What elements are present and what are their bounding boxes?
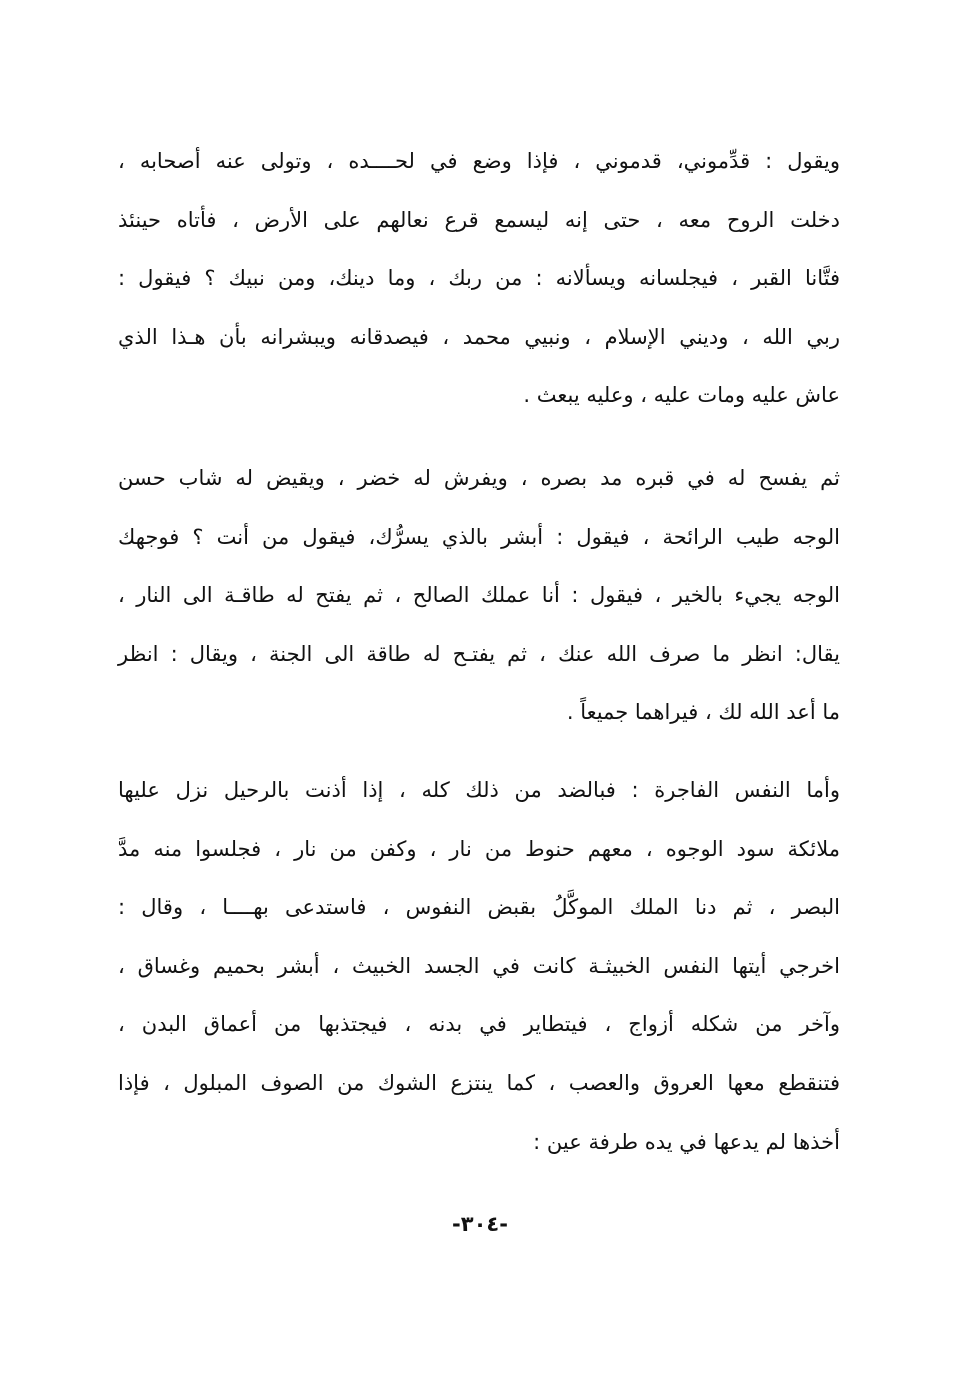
- text-line: يقال: انظر ما صرف الله عنك ، ثم يفتـح له طاقة الى الجنة ، ويقال : انظر: [118, 641, 840, 666]
- text-line: اخرجي أيتها النفس الخبيثـة كانت في الجسد الخبيث ، أبشر بحميم وغساق ،: [118, 953, 840, 978]
- text-line: وآخر من شكله أزواج ، فيتطاير في بدنه ، فيجتذبها من أعماق البدن ،: [118, 1012, 840, 1037]
- text-line: ما أعد الله لك ، فيراهما جميعاً .: [566, 700, 840, 725]
- text-line: البصر ، ثم دنا الملك الموكَّلُ بقبض النفوس ، فاستدعى بهــــا ، وقال :: [118, 895, 840, 920]
- paragraph-3: [118, 761, 840, 1171]
- text-line: وأما النفس الفاجرة : فبالضد من ذلك كله ، إذا أذنت بالرحيل نزل عليها: [118, 778, 840, 802]
- page-number: -٣٠٤-: [452, 1212, 508, 1236]
- text-line: عاش عليه ومات عليه ، وعليه يبعث .: [523, 383, 840, 408]
- paragraph-2: [118, 449, 840, 742]
- text-line: دخلت الروح معه ، حتى إنه ليسمع قرع نعالهم على الأرض ، فأتاه حينئذ: [118, 207, 840, 232]
- text-line: ثم يفسح له في قبره مد بصره ، ويفرش له خضر ، ويقيض له شاب حسن: [118, 466, 840, 490]
- text-line: ربي الله ، وديني الإسلام ، ونبيي محمد ، فيصدقانه ويبشرانه بأن هـذا الذي: [118, 324, 840, 349]
- paragraph-1: [118, 132, 840, 425]
- text-line: الوجه يجيء بالخير ، فيقول : أنا عملك الصالح ، ثم يفتح له طاقـة الى النار ،: [118, 583, 840, 608]
- text-line: ويقول : قدِّموني، قدموني ، فإذا وضع في لحــــده ، وتولى عنه أصحابه ،: [118, 149, 840, 173]
- text-line: أخذها لم يدعها في يده طرفة عين :: [533, 1129, 840, 1154]
- text-line: الوجه طيب الرائحة ، فيقول : أبشر بالذي يسرُّك، فيقول من أنت ؟ فوجهك: [118, 524, 840, 549]
- text-line: فتَّانا القبر ، فيجلسانه ويسألانه : من ربك ، وما دينك، ومن نبيك ؟ فيقول :: [118, 266, 840, 291]
- text-line: ملائكة سود الوجوه ، معهم حنوط من نار ، وكفن من نار ، فجلسوا منه مدَّ: [118, 836, 840, 861]
- text-line: فتنقطع معها العروق والعصب ، كما ينتزع الشوك من الصوف المبلول ، فإذا: [118, 1070, 840, 1095]
